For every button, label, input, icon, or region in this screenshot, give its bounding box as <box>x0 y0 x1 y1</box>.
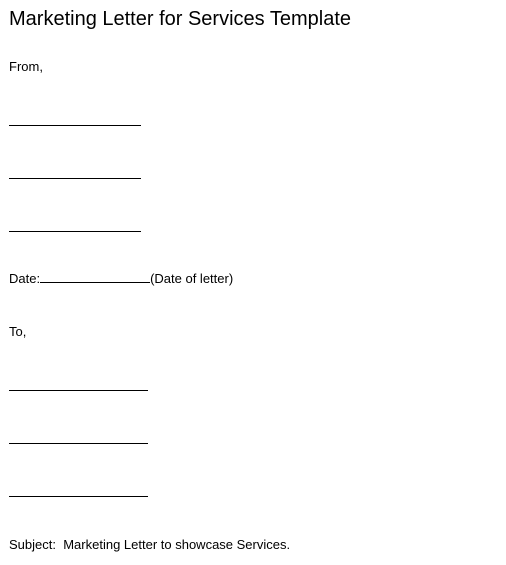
document-title: Marketing Letter for Services Template <box>9 8 352 30</box>
from-blank-line-1 <box>9 125 141 126</box>
to-blank-line-3 <box>9 496 148 497</box>
from-blank-line-2 <box>9 178 141 179</box>
from-label: From, <box>9 59 43 74</box>
subject-text: Marketing Letter to showcase Services. <box>63 537 291 552</box>
date-blank-line <box>40 270 150 283</box>
to-label: To, <box>9 324 27 339</box>
subject-line <box>9 536 290 553</box>
from-blank-line-3 <box>9 231 141 232</box>
date-hint: (Date of letter) <box>150 271 234 286</box>
to-blank-line-1 <box>9 390 148 391</box>
subject-label: Subject: <box>9 537 56 552</box>
to-blank-line-2 <box>9 443 148 444</box>
date-label: Date: <box>9 271 41 286</box>
date-line <box>9 270 233 287</box>
